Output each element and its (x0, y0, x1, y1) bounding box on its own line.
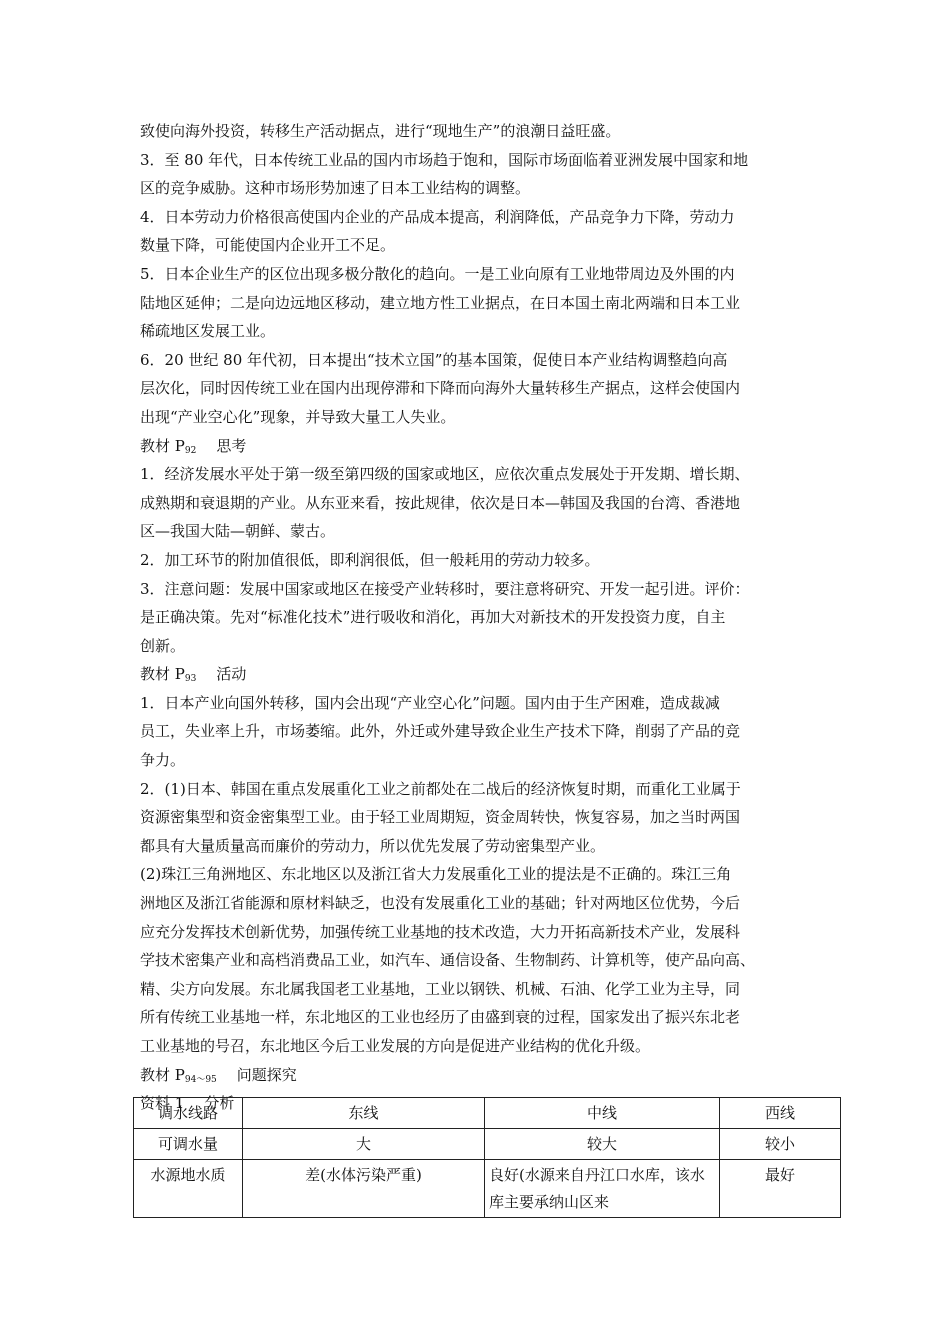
page-number: 92 (184, 445, 197, 456)
table-row (134, 1160, 841, 1218)
paragraph-line: 1．日本产业向国外转移，国内会出现“产业空心化”问题。国内由于生产困难，造成裁减 (140, 693, 720, 712)
paragraph-line: 工业基地的号召，东北地区今后工业发展的方向是促进产业结构的优化升级。 (140, 1037, 651, 1055)
paragraph-line: 6．20 世纪 80 年代初，日本提出“技术立国”的基本国策，促使日本产业结构调整趋向高 (140, 350, 728, 369)
paragraph-line: 2．加工环节的附加值很低，即利润很低，但一般耗用的劳动力较多。 (140, 550, 600, 569)
paragraph-line: 所有传统工业基地一样，东北地区的工业也经历了由盛到衰的过程，国家发出了振兴东北老 (140, 1008, 741, 1027)
paragraph-line: 1．经济发展水平处于第一级至第四级的国家或地区，应依次重点发展处于开发期、增长期、 (140, 465, 750, 484)
table-cell: 差(水体污染严重) (243, 1160, 485, 1218)
heading-prefix: 教材 P (140, 665, 185, 684)
table-header-cell: 中线 (485, 1098, 720, 1129)
material-title: 分析 (204, 1094, 235, 1113)
paragraph-line: 资源密集型和资金密集型工业。由于轻工业周期短，资金周转快，恢复容易，加之当时两国 (140, 808, 741, 827)
table-row (134, 1129, 841, 1160)
paragraph-line: 致使向海外投资，转移生产活动据点，进行“现地生产”的浪潮日益旺盛。 (140, 122, 621, 140)
heading-title: 思考 (216, 436, 247, 455)
page-number: 94～95 (184, 1074, 217, 1085)
paragraph-line: 成熟期和衰退期的产业。从东亚来看，按此规律，依次是日本—韩国及我国的台湾、香港地 (140, 493, 741, 512)
paragraph-line: 是正确决策。先对“标准化技术”进行吸收和消化，再加大对新技术的开发投资力度，自主 (140, 608, 726, 627)
table-header-row (134, 1098, 841, 1129)
paragraph-line: 学技术密集产业和高档消费品工业，如汽车、通信设备、生物制药、计算机等，使产品向高、 (140, 951, 756, 970)
paragraph-line: 洲地区及浙江省能源和原材料缺乏，也没有发展重化工业的基础；针对两地区位优势，今后 (140, 894, 741, 913)
heading-prefix: 教材 P (140, 436, 185, 455)
table-header-cell: 西线 (720, 1098, 841, 1129)
table-cell: 较小 (720, 1129, 841, 1160)
paragraph-line: 5．日本企业生产的区位出现多极分散化的趋向。一是工业向原有工业地带周边及外围的内 (140, 264, 735, 283)
heading-title: 活动 (216, 665, 247, 684)
paragraph-line: 陆地区延伸；二是向边远地区移动，建立地方性工业据点，在日本国土南北两端和日本工业 (140, 293, 741, 312)
section-heading-p94-95 (140, 1061, 820, 1090)
paragraph-line: 区的竞争威胁。这种市场形势加速了日本工业结构的调整。 (140, 179, 531, 198)
table-cell: 良好(水源来自丹江口水库，该水库主要承纳山区来 (485, 1160, 720, 1218)
paragraph-line: 应充分发挥技术创新优势，加强传统工业基地的技术改造，大力开拓高新技术产业，发展科 (140, 922, 741, 941)
paragraph-line: 争力。 (140, 751, 186, 770)
paragraph-line: 创新。 (140, 636, 186, 655)
paragraph-line: 4．日本劳动力价格很高使国内企业的产品成本提高，利润降低，产品竞争力下降，劳动力 (140, 207, 735, 226)
table-header-cell: 东线 (243, 1098, 485, 1129)
paragraph-line: 数量下降，可能使国内企业开工不足。 (140, 236, 396, 255)
document-body (140, 117, 820, 1118)
paragraph-line: 区—我国大陆—朝鲜、蒙古。 (140, 522, 336, 541)
table-cell: 较大 (485, 1129, 720, 1160)
paragraph-line: 稀疏地区发展工业。 (140, 322, 276, 341)
paragraph-line: 3．至 80 年代，日本传统工业品的国内市场趋于饱和，国际市场面临着亚洲发展中国家和地 (140, 150, 749, 169)
paragraph-line: 精、尖方向发展。东北属我国老工业基地，工业以钢铁、机械、石油、化学工业为主导，同 (140, 979, 741, 998)
section-heading-p93 (140, 660, 820, 689)
paragraph-line: (2)珠江三角洲地区、东北地区以及浙江省大力发展重化工业的提法是不正确的。珠江三角 (140, 865, 732, 884)
paragraph-line: 3．注意问题：发展中国家或地区在接受产业转移时，要注意将研究、开发一起引进。评价： (140, 579, 750, 598)
page-number: 93 (184, 674, 197, 685)
table-cell: 最好 (720, 1160, 841, 1218)
section-heading-p92 (140, 432, 820, 461)
table-header-cell: 调水线路 (134, 1098, 243, 1129)
paragraph-line: 都具有大量质量高而廉价的劳动力，所以优先发展了劳动密集型产业。 (140, 836, 606, 855)
table-cell: 水源地水质 (134, 1160, 243, 1218)
heading-prefix: 教材 P (140, 1065, 185, 1084)
table-cell: 大 (243, 1129, 485, 1160)
heading-title: 问题探究 (236, 1065, 297, 1084)
material-label: 资料 1 (140, 1094, 185, 1113)
paragraph-line: 出现“产业空心化”现象，并导致大量工人失业。 (140, 407, 456, 426)
paragraph-line: 2．(1)日本、韩国在重点发展重化工业之前都处在二战后的经济恢复时期，而重化工业属于 (140, 779, 741, 798)
paragraph-line: 层次化，同时因传统工业在国内出现停滞和下降而向海外大量转移生产据点，这样会使国内 (140, 379, 741, 398)
table-cell: 可调水量 (134, 1129, 243, 1160)
water-diversion-table (133, 1097, 841, 1218)
paragraph-line: 员工，失业率上升，市场萎缩。此外，外迁或外建导致企业生产技术下降，削弱了产品的竞 (140, 722, 741, 741)
